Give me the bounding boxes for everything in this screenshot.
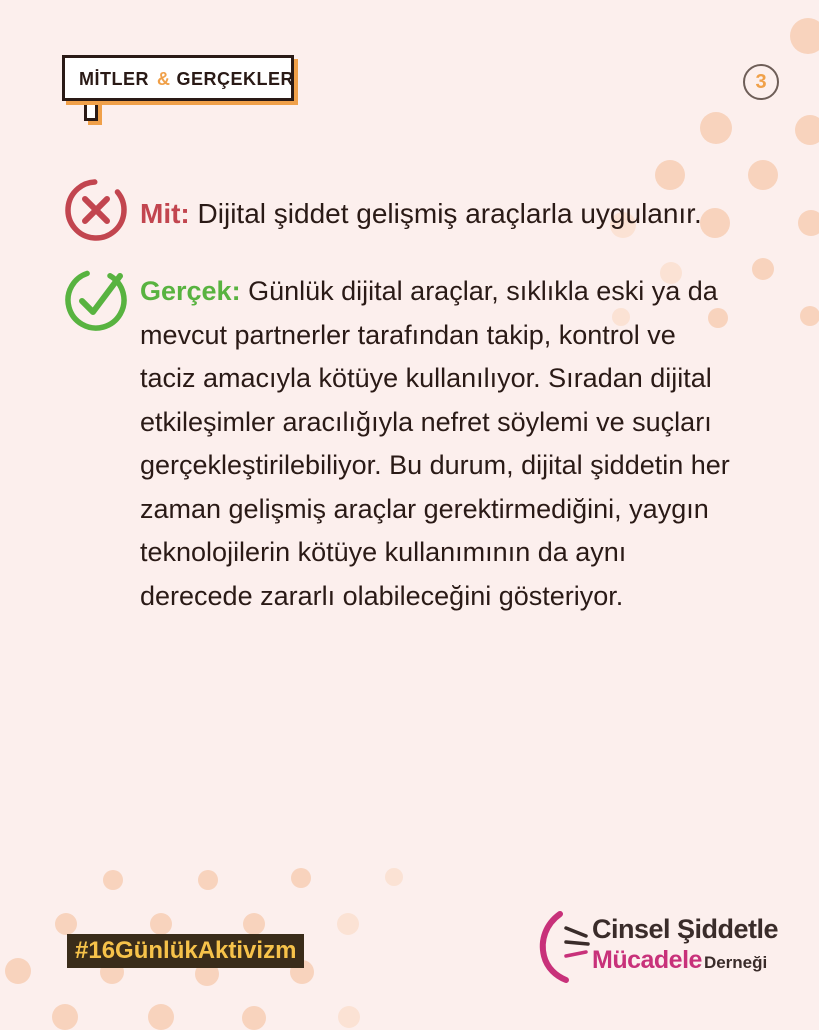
badge-ampersand: & xyxy=(157,69,171,89)
fact-statement xyxy=(140,270,730,618)
x-circle-icon xyxy=(64,178,128,242)
logo-mark-icon xyxy=(536,906,590,984)
header-badge xyxy=(62,55,302,135)
page-number: 3 xyxy=(743,64,779,100)
badge-title xyxy=(79,69,294,90)
myth-label: Mit: xyxy=(140,198,190,229)
check-circle-icon xyxy=(64,266,130,332)
hashtag-badge: #16GünlükAktivizm xyxy=(67,934,304,968)
badge-title-right: GERÇEKLER xyxy=(176,69,295,89)
myth-text: Dijital şiddet gelişmiş araçlarla uygulanır. xyxy=(197,198,702,229)
badge-tail xyxy=(84,99,98,121)
logo-line-2 xyxy=(592,946,767,975)
badge-box xyxy=(62,55,294,101)
logo-dernegi: Derneği xyxy=(703,953,768,972)
myth-statement xyxy=(140,194,780,234)
badge-title-left: MİTLER xyxy=(79,69,149,89)
fact-text: Günlük dijital araçlar, sıklıkla eski ya da mevcut partnerler tarafından takip, kontrol ve taciz amacıyla kötüye kullanılıyor. Sıradan dijital etkileşimler aracılığıyla nefret söylemi ve suçları gerçekleştirilebiliyor. Bu durum, dijital şiddetin her zaman gelişmiş araçlar gerektirmediğini, yaygın teknolojilerin kötüye kullanımının da aynı derecede zararlı olabileceğini gösteriyor. xyxy=(140,276,730,611)
organization-logo xyxy=(536,906,779,986)
logo-mucadele: Mücadele xyxy=(592,946,702,974)
fact-label: Gerçek: xyxy=(140,276,241,306)
logo-line-1: Cinsel Şiddetle xyxy=(592,914,779,944)
